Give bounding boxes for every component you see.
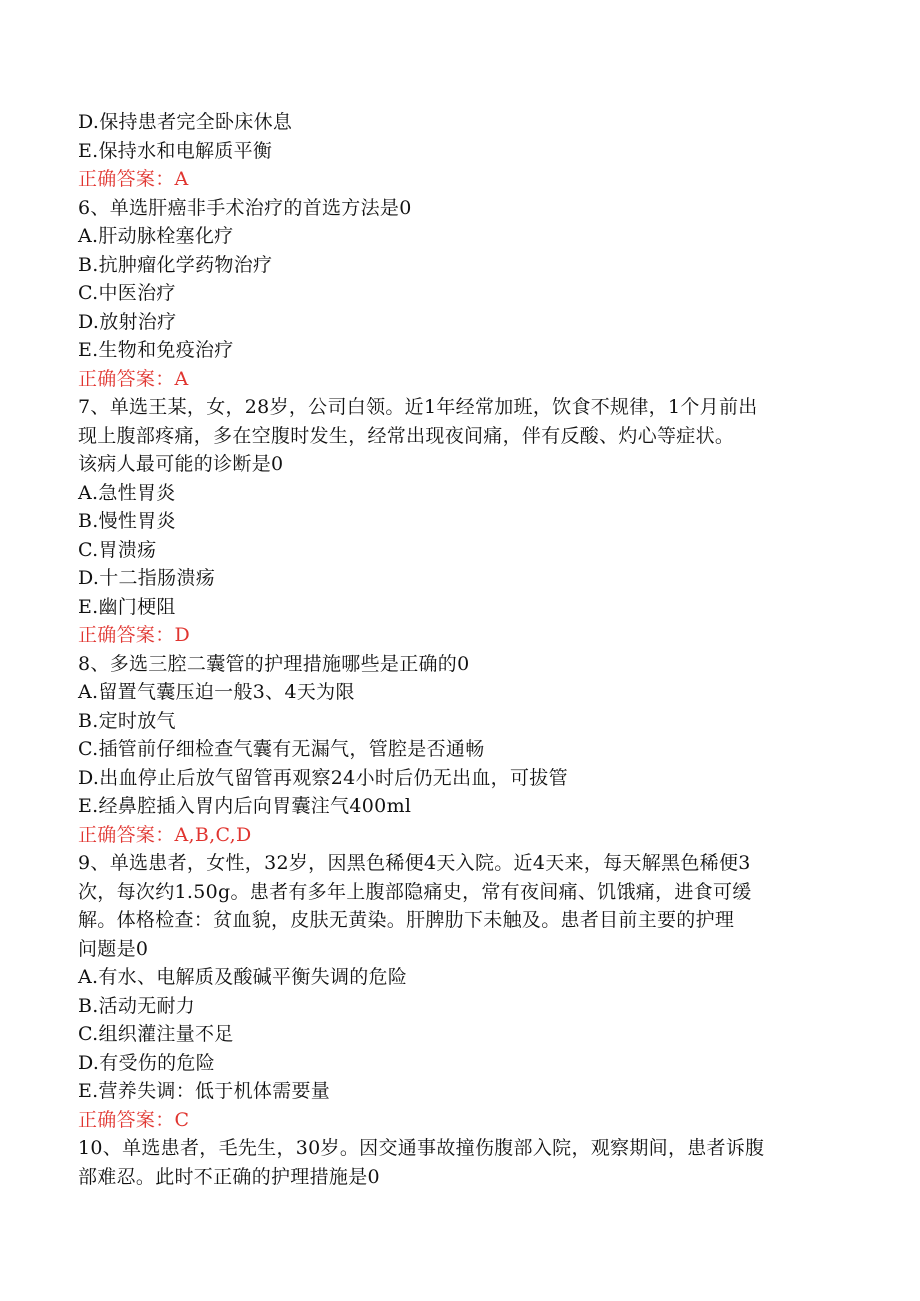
question-line: 问题是0 <box>78 938 149 960</box>
question-line: 10、单选患者，毛先生，30岁。因交通事故撞伤腹部入院，观察期间，患者诉腹 <box>78 1137 765 1159</box>
question-line: 9、单选患者，女性，32岁，因黑色稀便4天入院。近4天来，每天解黑色稀便3 <box>78 852 751 874</box>
option-line: A.留置气囊压迫一般3、4天为限 <box>78 681 355 703</box>
question-line: 该病人最可能的诊断是0 <box>78 453 284 475</box>
option-line: D.出血停止后放气留管再观察24小时后仍无出血，可拔管 <box>78 767 568 789</box>
question-line: 7、单选王某，女，28岁，公司白领。近1年经常加班，饮食不规律，1个月前出 <box>78 396 758 418</box>
option-line: B.定时放气 <box>78 710 176 732</box>
option-line: C.中医治疗 <box>78 282 176 304</box>
answer-line: 正确答案：C <box>78 1109 190 1131</box>
option-line: D.有受伤的危险 <box>78 1052 215 1074</box>
option-line: A.肝动脉栓塞化疗 <box>78 225 234 247</box>
option-line: D.十二指肠溃疡 <box>78 567 215 589</box>
option-line: D.放射治疗 <box>78 311 177 333</box>
answer-line: 正确答案：A <box>78 168 189 190</box>
option-line: A.急性胃炎 <box>78 482 176 504</box>
option-line: B.活动无耐力 <box>78 995 196 1017</box>
option-line: E.保持水和电解质平衡 <box>78 140 273 162</box>
question-line: 次，每次约1.50g。患者有多年上腹部隐痛史，常有夜间痛、饥饿痛，进食可缓 <box>78 881 752 903</box>
option-line: A.有水、电解质及酸碱平衡失调的危险 <box>78 966 408 988</box>
option-line: B.慢性胃炎 <box>78 510 176 532</box>
option-line: E.经鼻腔插入胃内后向胃囊注气400ml <box>78 795 412 817</box>
answer-line: 正确答案：A,B,C,D <box>78 824 252 846</box>
question-line: 部难忍。此时不正确的护理措施是0 <box>78 1166 380 1188</box>
option-line: B.抗肿瘤化学药物治疗 <box>78 254 273 276</box>
answer-line: 正确答案：A <box>78 368 189 390</box>
option-line: E.生物和免疫治疗 <box>78 339 234 361</box>
option-line: C.插管前仔细检查气囊有无漏气，管腔是否通畅 <box>78 738 485 760</box>
answer-line: 正确答案：D <box>78 624 191 646</box>
question-line: 现上腹部疼痛，多在空腹时发生，经常出现夜间痛，伴有反酸、灼心等症状。 <box>78 425 735 447</box>
option-line: D.保持患者完全卧床休息 <box>78 111 293 133</box>
option-line: E.营养失调：低于机体需要量 <box>78 1080 331 1102</box>
question-line: 8、多选三腔二囊管的护理措施哪些是正确的0 <box>78 653 470 675</box>
option-line: C.胃溃疡 <box>78 539 157 561</box>
option-line: E.幽门梗阻 <box>78 596 176 618</box>
option-line: C.组织灌注量不足 <box>78 1023 234 1045</box>
question-line: 解。体格检查：贫血貌，皮肤无黄染。肝脾肋下未触及。患者目前主要的护理 <box>78 909 735 931</box>
question-line: 6、单选肝癌非手术治疗的首选方法是0 <box>78 197 412 219</box>
